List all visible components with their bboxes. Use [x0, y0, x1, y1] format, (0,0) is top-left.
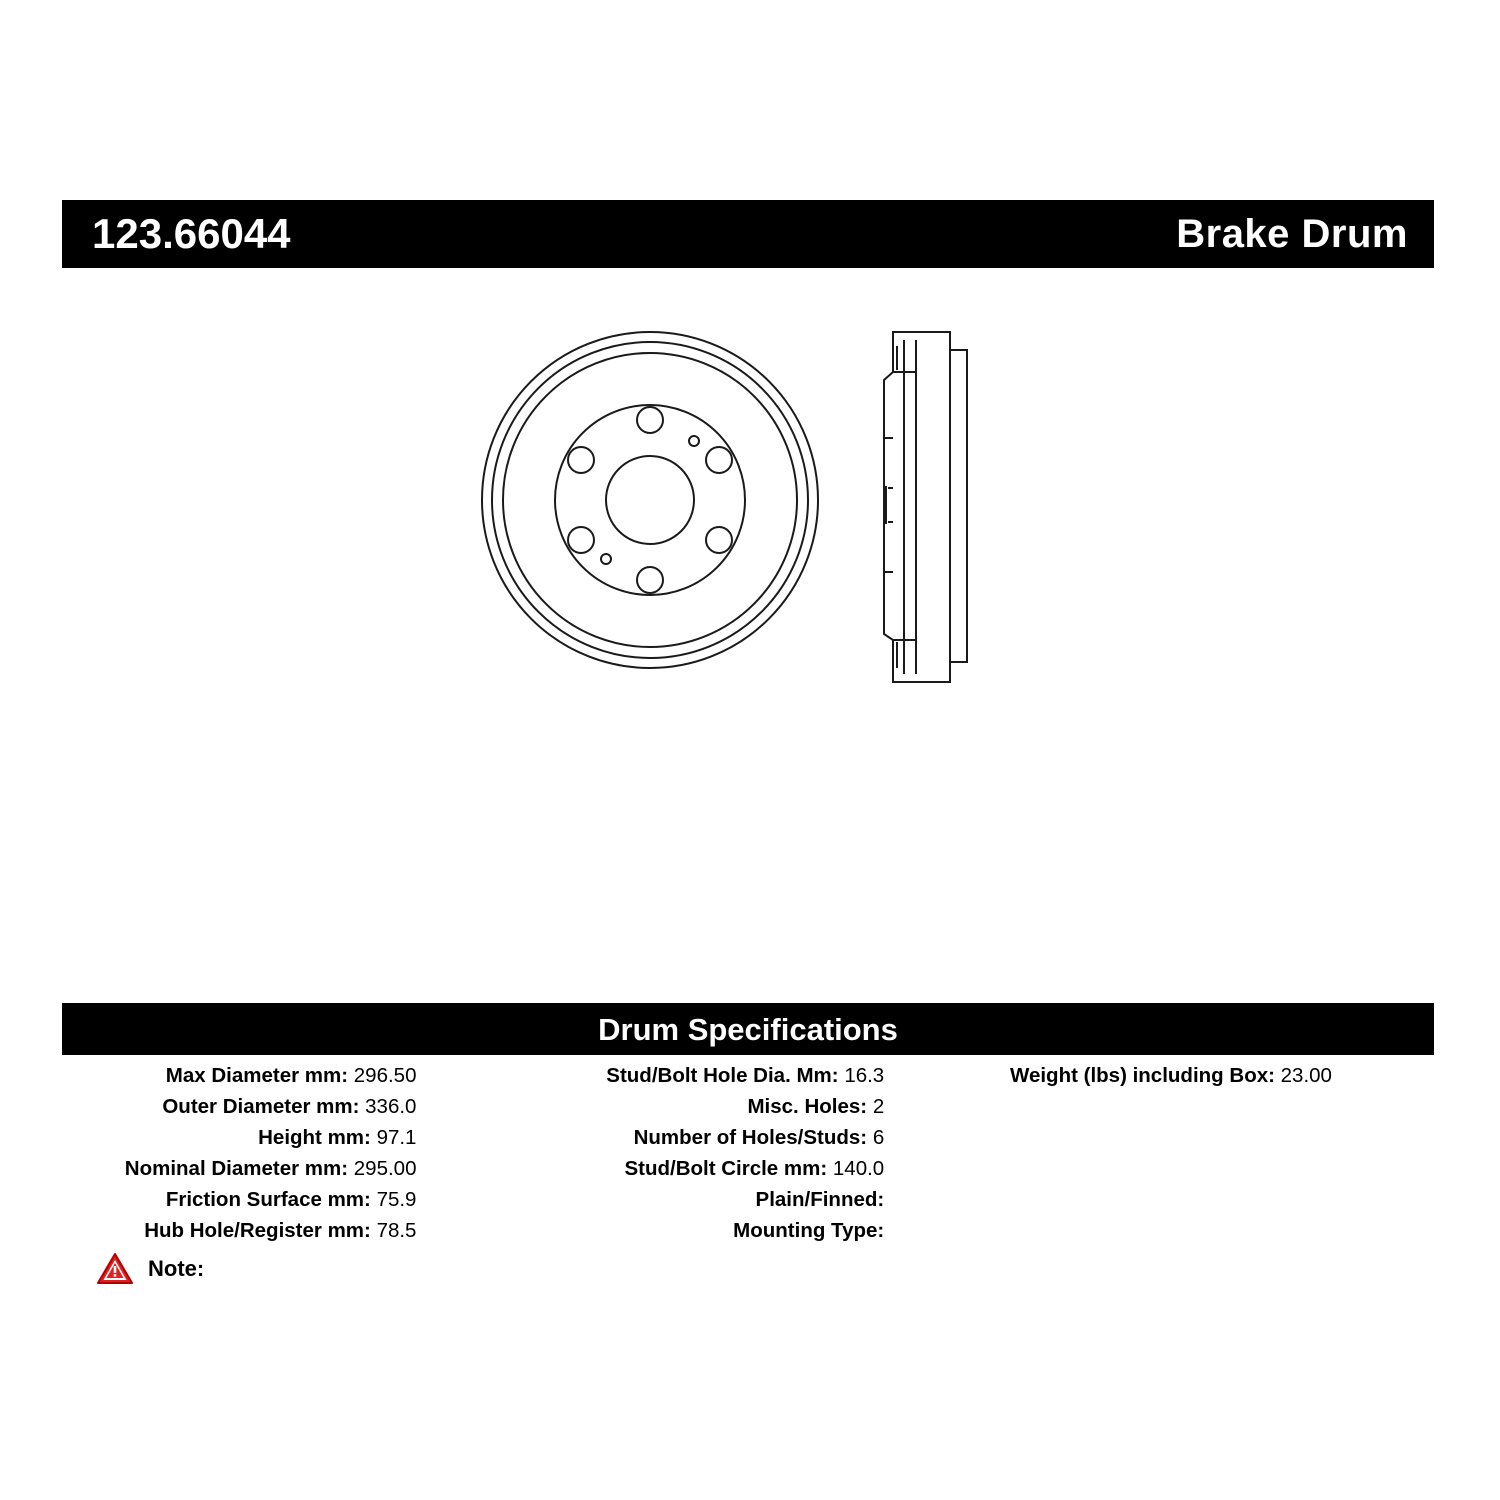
spec-value: 78.5 — [376, 1219, 417, 1242]
spec-value: 97.1 — [376, 1126, 417, 1149]
spec-row — [981, 1060, 1434, 1091]
spec-columns — [62, 1060, 1434, 1246]
spec-row — [528, 1122, 981, 1153]
spec-row — [62, 1060, 528, 1091]
spec-row — [62, 1091, 528, 1122]
spec-row — [528, 1153, 981, 1184]
product-illustration — [480, 310, 1040, 720]
spec-column-3 — [981, 1060, 1434, 1091]
note-row — [96, 1252, 218, 1286]
spec-column-1 — [62, 1060, 528, 1246]
spec-value: 75.9 — [376, 1188, 417, 1211]
spec-label: Weight (lbs) including Box: — [1009, 1064, 1275, 1087]
note-label: Note: — [148, 1256, 205, 1281]
spec-value: 6 — [872, 1126, 885, 1149]
spec-label: Stud/Bolt Hole Dia. Mm: — [606, 1064, 839, 1087]
spec-row — [528, 1091, 981, 1122]
spec-value: 336.0 — [365, 1095, 417, 1118]
spec-row — [62, 1122, 528, 1153]
header-bar — [62, 200, 1434, 268]
spec-row — [62, 1184, 528, 1215]
spec-value: 140.0 — [832, 1157, 885, 1180]
spec-value: 295.00 — [353, 1157, 417, 1180]
spec-label: Outer Diameter mm: — [162, 1095, 360, 1118]
warning-triangle-icon — [96, 1252, 134, 1286]
part-number: 123.66044 — [92, 210, 291, 257]
spec-value: 16.3 — [844, 1064, 885, 1087]
spec-label: Hub Hole/Register mm: — [144, 1219, 371, 1242]
spec-column-2 — [528, 1060, 981, 1246]
spec-row — [62, 1153, 528, 1184]
spec-row — [528, 1060, 981, 1091]
spec-row — [528, 1215, 981, 1246]
spec-label: Number of Holes/Studs: — [633, 1126, 868, 1149]
spec-section-title: Drum Specifications — [598, 1011, 898, 1047]
spec-label: Friction Surface mm: — [165, 1188, 371, 1211]
spec-row — [62, 1215, 528, 1246]
spec-label: Max Diameter mm: — [165, 1064, 349, 1087]
brake-drum-front-view — [482, 332, 818, 668]
spec-label: Stud/Bolt Circle mm: — [624, 1157, 828, 1180]
spec-label: Nominal Diameter mm: — [124, 1157, 349, 1180]
spec-label: Height mm: — [258, 1126, 371, 1149]
spec-value: 23.00 — [1280, 1064, 1332, 1087]
brake-drum-side-section-view — [884, 332, 967, 682]
spec-value: 296.50 — [353, 1064, 417, 1087]
spec-row — [528, 1184, 981, 1215]
spec-label: Mounting Type: — [733, 1219, 885, 1242]
spec-label: Plain/Finned: — [755, 1188, 885, 1211]
spec-value: 2 — [872, 1095, 885, 1118]
spec-label: Misc. Holes: — [747, 1095, 868, 1118]
spec-section-header — [62, 1003, 1434, 1055]
page-title: Brake Drum — [1176, 212, 1408, 256]
